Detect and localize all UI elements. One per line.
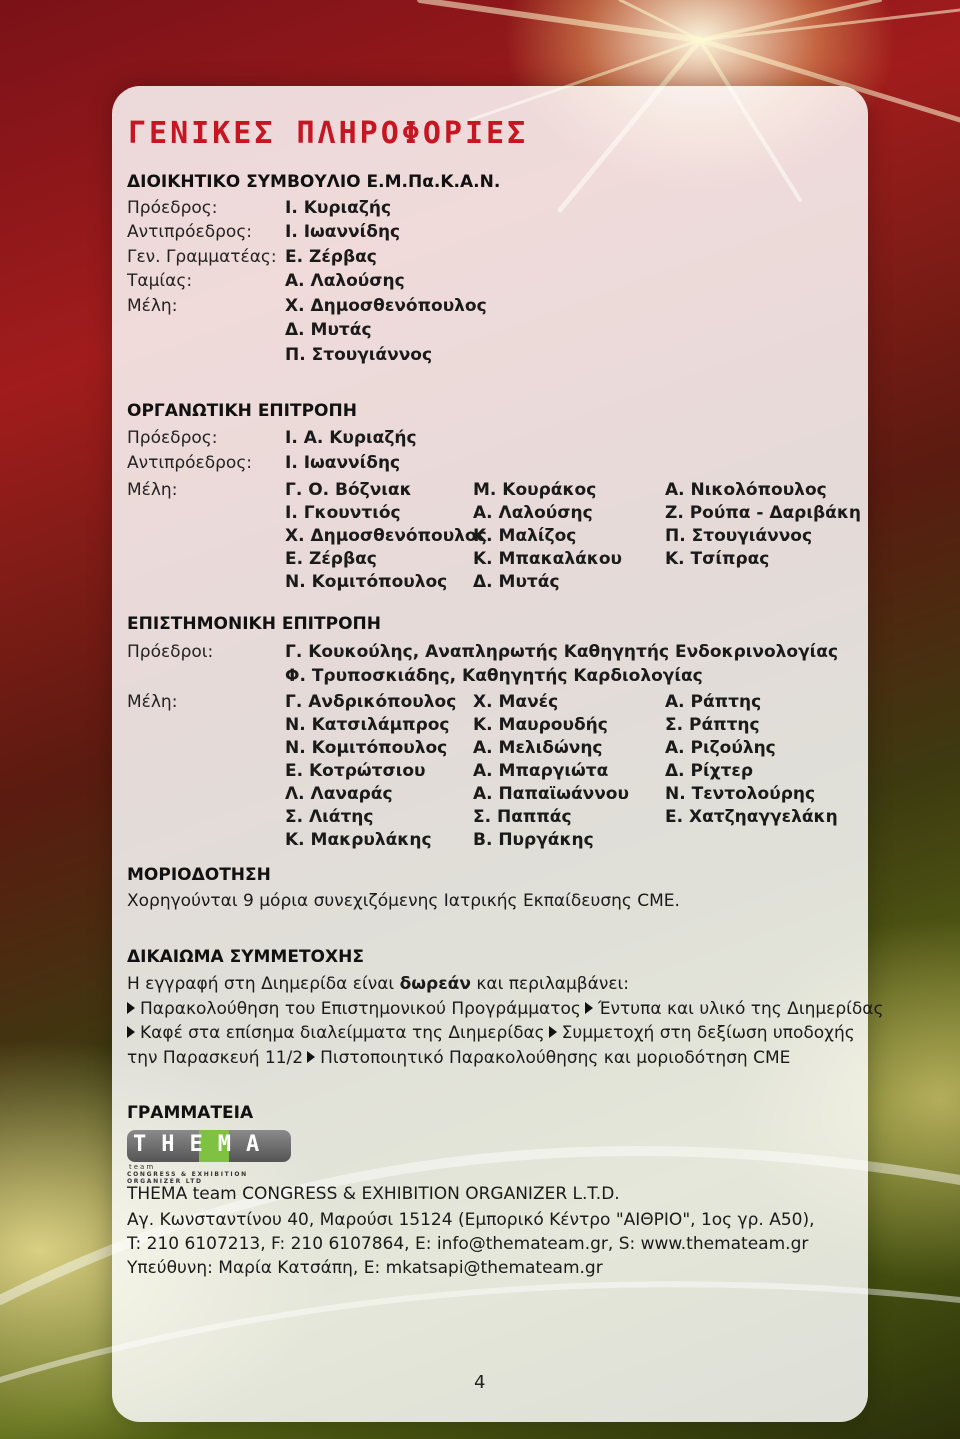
scientific-member: Γ. Ανδρικόπουλος bbox=[285, 692, 457, 712]
scientific-member: Σ. Παππάς bbox=[473, 807, 572, 827]
bullet-icon bbox=[127, 1026, 135, 1038]
credits-heading: ΜΟΡΙΟΔΟΤΗΣΗ bbox=[127, 865, 271, 885]
board-member: Π. Στουγιάννος bbox=[285, 345, 433, 365]
board-treasurer: Α. Λαλούσης bbox=[285, 271, 405, 291]
board-treasurer-label: Ταμίας: bbox=[127, 271, 193, 291]
participation-heading: ΔΙΚΑΙΩΜΑ ΣΥΜΜΕΤΟΧΗΣ bbox=[127, 947, 364, 967]
organizing-member: Ν. Κομιτόπουλος bbox=[285, 572, 448, 592]
scientific-member: Β. Πυργάκης bbox=[473, 830, 594, 850]
scientific-member: Α. Ράπτης bbox=[665, 692, 762, 712]
organizing-members-label: Μέλη: bbox=[127, 480, 178, 500]
bullet-icon bbox=[127, 1002, 135, 1014]
board-vice: Ι. Ιωαννίδης bbox=[285, 222, 401, 242]
organizing-member: Π. Στουγιάννος bbox=[665, 526, 813, 546]
participation-line-2: Καφέ στα επίσημα διαλείμματα της Διημερίδας Συμμετοχή στη δεξίωση υποδοχής bbox=[123, 1021, 855, 1046]
company-address: Αγ. Κωνσταντίνου 40, Μαρούσι 15124 (Εμπορικό Κέντρο "ΑΙΘΡΙΟ", 1ος γρ. Α50), bbox=[127, 1210, 815, 1230]
organizing-vice: Ι. Ιωαννίδης bbox=[285, 453, 401, 473]
board-member: Χ. Δημοσθενόπουλος bbox=[285, 296, 487, 316]
page-title: ΓΕΝΙΚΕΣ ΠΛΗΡΟΦΟΡΙΕΣ bbox=[128, 116, 529, 151]
organizing-vice-label: Αντιπρόεδρος: bbox=[127, 453, 253, 473]
organizing-member: Ε. Ζέρβας bbox=[285, 549, 377, 569]
company-contact: T: 210 6107213, F: 210 6107864, E: info@themateam.gr, S: www.themateam.gr bbox=[127, 1234, 809, 1254]
participation-line-1: Παρακολούθηση του Επιστημονικού Προγράμματος Έντυπα και υλικό της Διημερίδας bbox=[123, 997, 883, 1022]
board-vice-label: Αντιπρόεδρος: bbox=[127, 222, 253, 242]
organizing-member: Α. Λαλούσης bbox=[473, 503, 593, 523]
scientific-member: Ε. Χατζηαγγελάκη bbox=[665, 807, 838, 827]
organizing-heading: ΟΡΓΑΝΩΤΙΚΗ ΕΠΙΤΡΟΠΗ bbox=[127, 401, 357, 421]
organizing-member: Χ. Δημοσθενόπουλος bbox=[285, 526, 487, 546]
scientific-member: Α. Μελιδώνης bbox=[473, 738, 603, 758]
scientific-member: Κ. Μαυρουδής bbox=[473, 715, 608, 735]
company-name: THEMA team CONGRESS & EXHIBITION ORGANIZER L.T.D. bbox=[127, 1184, 620, 1204]
credits-text: Χορηγούνται 9 μόρια συνεχιζόμενης Ιατρικής Εκπαίδευσης CME. bbox=[127, 891, 680, 911]
board-president: Ι. Κυριαζής bbox=[285, 198, 392, 218]
organizing-member: Γ. Ο. Βόζνιακ bbox=[285, 480, 412, 500]
organizing-member: Κ. Μαλίζος bbox=[473, 526, 577, 546]
scientific-members-label: Μέλη: bbox=[127, 692, 178, 712]
board-members-label: Μέλη: bbox=[127, 296, 178, 316]
scientific-member: Σ. Λιάτης bbox=[285, 807, 374, 827]
logo-team: team bbox=[129, 1163, 156, 1171]
scientific-member: Ν. Τεντολούρης bbox=[665, 784, 816, 804]
scientific-member: Ν. Κατσιλάμπρος bbox=[285, 715, 450, 735]
company-responsible: Υπεύθυνη: Μαρία Κατσάπη, E: mkatsapi@themateam.gr bbox=[127, 1258, 603, 1278]
organizing-president: Ι. Α. Κυριαζής bbox=[285, 428, 417, 448]
scientific-member: Κ. Μακρυλάκης bbox=[285, 830, 432, 850]
board-member: Δ. Μυτάς bbox=[285, 320, 372, 340]
organizing-member: Μ. Κουράκος bbox=[473, 480, 597, 500]
scientific-member: Σ. Ράπτης bbox=[665, 715, 760, 735]
thema-logo bbox=[127, 1130, 291, 1185]
scientific-presidents-label: Πρόεδροι: bbox=[127, 642, 214, 662]
organizing-member: Κ. Τσίπρας bbox=[665, 549, 770, 569]
logo-letters: THEMA bbox=[133, 1132, 275, 1157]
organizing-member: Κ. Μπακαλάκου bbox=[473, 549, 623, 569]
bullet-icon bbox=[307, 1051, 315, 1063]
participation-intro: Η εγγραφή στη Διημερίδα είναι δωρεάν και περιλαμβάνει: bbox=[127, 974, 630, 994]
participation-line-3: την Παρασκευή 11/2 Πιστοποιητικό Παρακολούθησης και μοριοδότηση CME bbox=[127, 1048, 791, 1068]
scientific-member: Ε. Κοτρώτσιου bbox=[285, 761, 426, 781]
organizing-member: Α. Νικολόπουλος bbox=[665, 480, 827, 500]
organizing-member: Ζ. Ρούπα - Δαριβάκη bbox=[665, 503, 861, 523]
scientific-member: Λ. Λαναράς bbox=[285, 784, 393, 804]
bullet-icon bbox=[585, 1002, 593, 1014]
logo-subtitle: CONGRESS & EXHIBITION ORGANIZER LTD bbox=[127, 1171, 248, 1185]
board-president-label: Πρόεδρος: bbox=[127, 198, 218, 218]
organizing-president-label: Πρόεδρος: bbox=[127, 428, 218, 448]
bullet-icon bbox=[549, 1026, 557, 1038]
scientific-president: Γ. Κουκούλης, Αναπληρωτής Καθηγητής Ενδοκρινολογίας bbox=[285, 642, 839, 662]
scientific-heading: ΕΠΙΣΤΗΜΟΝΙΚΗ ΕΠΙΤΡΟΠΗ bbox=[127, 614, 381, 634]
scientific-member: Α. Παπαϊωάννου bbox=[473, 784, 629, 804]
scientific-president: Φ. Τρυποσκιάδης, Καθηγητής Καρδιολογίας bbox=[285, 666, 703, 686]
board-secretary: Ε. Ζέρβας bbox=[285, 247, 377, 267]
board-secretary-label: Γεν. Γραμματέας: bbox=[127, 247, 277, 267]
scientific-member: Α. Μπαργιώτα bbox=[473, 761, 609, 781]
secretariat-heading: ΓΡΑΜΜΑΤΕΙΑ bbox=[127, 1103, 254, 1123]
scientific-member: Ν. Κομιτόπουλος bbox=[285, 738, 448, 758]
organizing-member: Ι. Γκουντιός bbox=[285, 503, 401, 523]
organizing-member: Δ. Μυτάς bbox=[473, 572, 560, 592]
page-number: 4 bbox=[474, 1372, 486, 1393]
scientific-member: Α. Ριζούλης bbox=[665, 738, 776, 758]
scientific-member: Χ. Μανές bbox=[473, 692, 559, 712]
scientific-member: Δ. Ρίχτερ bbox=[665, 761, 754, 781]
board-heading: ΔΙΟΙΚΗΤΙΚΟ ΣΥΜΒΟΥΛΙΟ Ε.Μ.Πα.Κ.Α.Ν. bbox=[127, 172, 501, 192]
